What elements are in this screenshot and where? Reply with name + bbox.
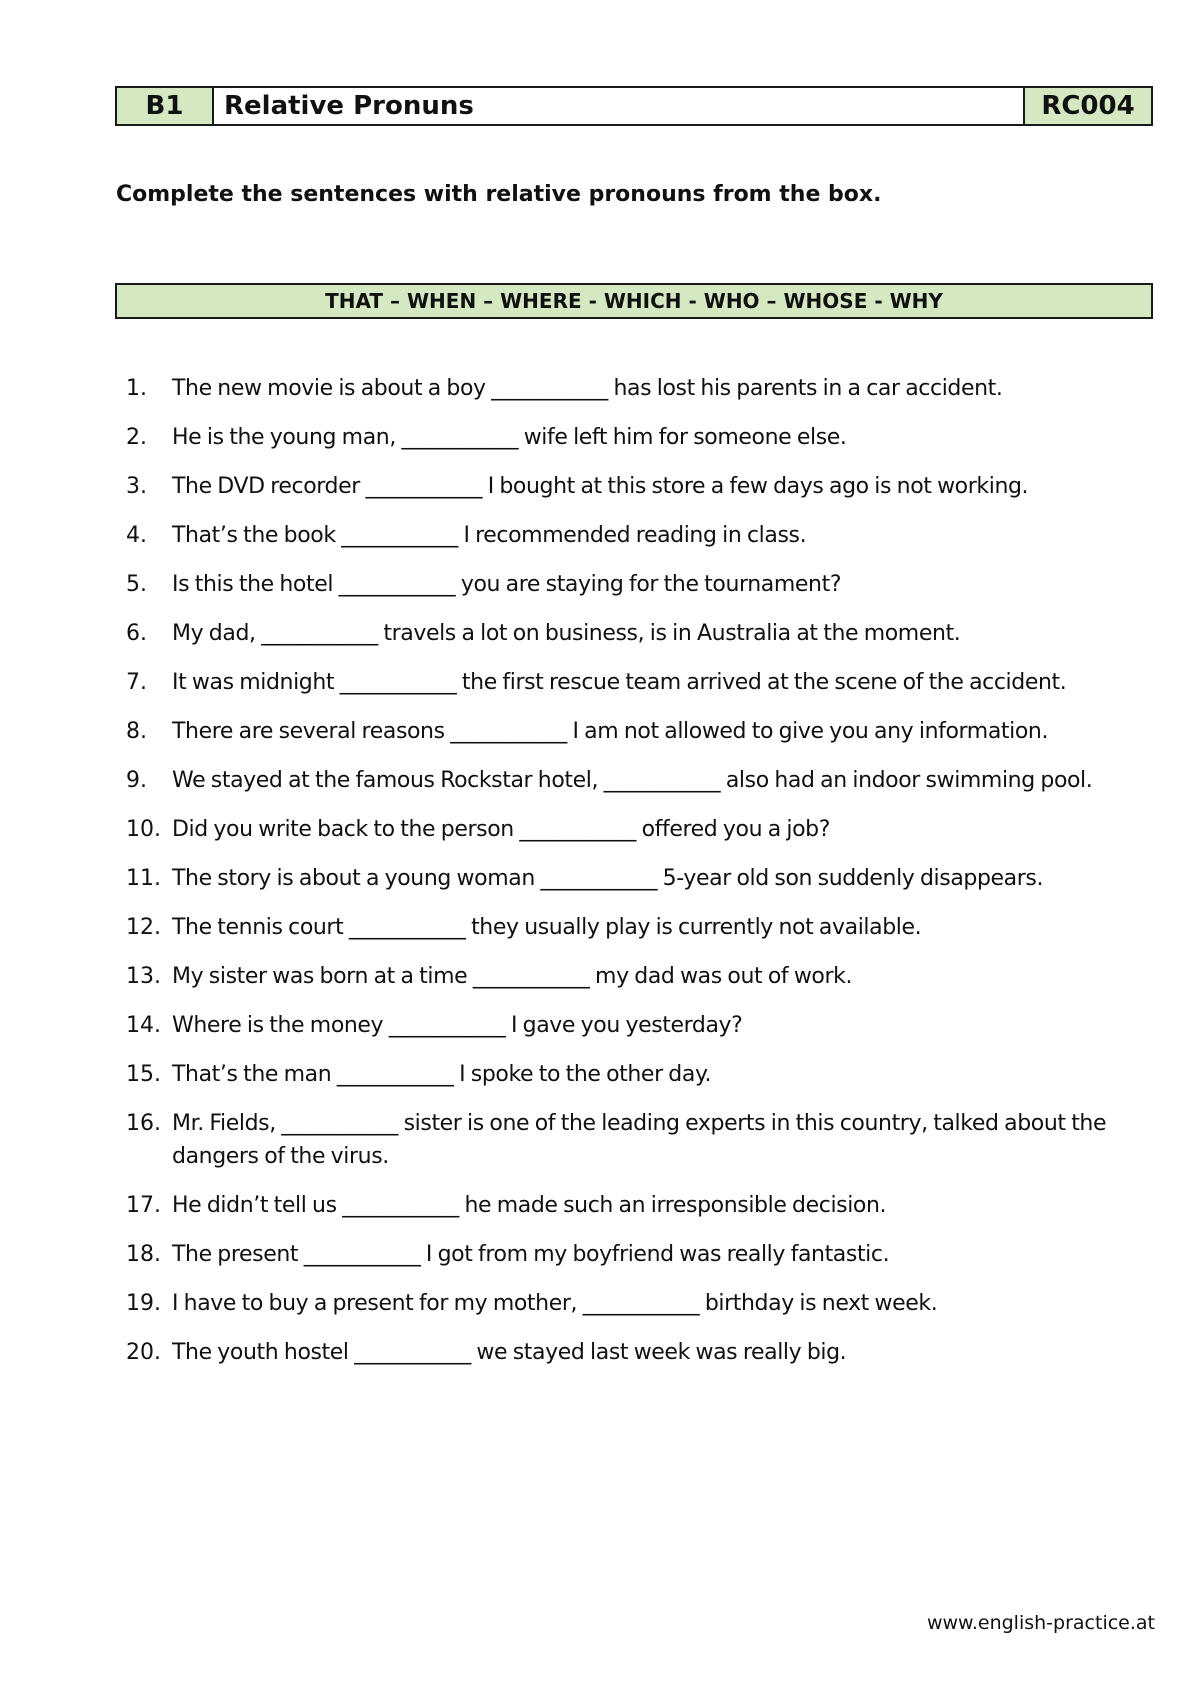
item-number: 17. — [126, 1193, 161, 1218]
word-box: THAT – WHEN – WHERE - WHICH - WHO – WHOSE - WHY — [115, 283, 1153, 319]
exercise-item — [126, 568, 1156, 601]
exercise-item — [126, 1058, 1156, 1091]
exercise-item — [126, 715, 1156, 748]
item-number: 12. — [126, 915, 161, 940]
exercise-item — [126, 372, 1156, 405]
exercise-item — [126, 1336, 1156, 1369]
item-number: 6. — [126, 621, 147, 646]
item-sentence: The youth hostel ___________ we stayed last week was really big. — [172, 1340, 847, 1365]
item-number: 19. — [126, 1291, 161, 1316]
item-number: 14. — [126, 1013, 161, 1038]
item-sentence: He is the young man, ___________ wife left him for someone else. — [172, 425, 847, 450]
exercise-item — [126, 519, 1156, 552]
item-sentence: The present ___________ I got from my boyfriend was really fantastic. — [172, 1242, 890, 1267]
item-sentence: There are several reasons ___________ I am not allowed to give you any information. — [172, 719, 1049, 744]
exercise-item — [126, 1009, 1156, 1042]
exercise-item — [126, 470, 1156, 503]
exercise-item — [126, 617, 1156, 650]
exercise-item — [126, 960, 1156, 993]
worksheet-title: Relative Pronuns — [214, 88, 1025, 124]
exercise-item — [126, 911, 1156, 944]
exercise-item — [126, 764, 1156, 797]
item-sentence: I have to buy a present for my mother, ___________ birthday is next week. — [172, 1291, 938, 1316]
instruction-text: Complete the sentences with relative pronouns from the box. — [116, 182, 882, 207]
item-sentence: That’s the book ___________ I recommended reading in class. — [172, 523, 807, 548]
item-sentence: Did you write back to the person ___________ offered you a job? — [172, 817, 831, 842]
item-sentence: The tennis court ___________ they usually play is currently not available. — [172, 915, 922, 940]
item-number: 2. — [126, 425, 147, 450]
item-sentence: The new movie is about a boy ___________ has lost his parents in a car accident. — [172, 376, 1003, 401]
item-sentence: He didn’t tell us ___________ he made such an irresponsible decision. — [172, 1193, 887, 1218]
item-sentence: Where is the money ___________ I gave you yesterday? — [172, 1013, 743, 1038]
exercise-item — [126, 1238, 1156, 1271]
item-number: 3. — [126, 474, 147, 499]
exercise-list — [126, 372, 1156, 1385]
exercise-item — [126, 666, 1156, 699]
exercise-item — [126, 862, 1156, 895]
worksheet-code: RC004 — [1041, 91, 1135, 121]
footer-url: www.english-practice.at — [926, 1612, 1155, 1634]
exercise-item — [126, 1287, 1156, 1320]
item-number: 9. — [126, 768, 147, 793]
item-sentence: Mr. Fields, ___________ sister is one of the leading experts in this country, talked about the dangers of the virus. — [172, 1111, 1107, 1169]
item-sentence: Is this the hotel ___________ you are staying for the tournament? — [172, 572, 842, 597]
item-sentence: That’s the man ___________ I spoke to the other day. — [172, 1062, 712, 1087]
item-sentence: My dad, ___________ travels a lot on business, is in Australia at the moment. — [172, 621, 961, 646]
item-number: 20. — [126, 1340, 161, 1365]
item-sentence: The DVD recorder ___________ I bought at this store a few days ago is not working. — [172, 474, 1029, 499]
exercise-item — [126, 421, 1156, 454]
item-number: 15. — [126, 1062, 161, 1087]
item-number: 1. — [126, 376, 147, 401]
item-number: 16. — [126, 1111, 161, 1136]
item-sentence: The story is about a young woman ___________ 5-year old son suddenly disappears. — [172, 866, 1044, 891]
item-number: 4. — [126, 523, 147, 548]
item-number: 18. — [126, 1242, 161, 1267]
item-number: 10. — [126, 817, 161, 842]
item-sentence: It was midnight ___________ the first rescue team arrived at the scene of the accident. — [172, 670, 1067, 695]
item-number: 5. — [126, 572, 147, 597]
item-number: 8. — [126, 719, 147, 744]
item-number: 7. — [126, 670, 147, 695]
level-cell: B1 — [117, 88, 214, 124]
item-number: 11. — [126, 866, 161, 891]
header-table — [115, 86, 1153, 126]
item-sentence: We stayed at the famous Rockstar hotel, ___________ also had an indoor swimming pool. — [172, 768, 1093, 793]
item-sentence: My sister was born at a time ___________ my dad was out of work. — [172, 964, 853, 989]
exercise-item — [126, 1107, 1156, 1173]
exercise-item — [126, 1189, 1156, 1222]
exercise-item — [126, 813, 1156, 846]
item-number: 13. — [126, 964, 161, 989]
